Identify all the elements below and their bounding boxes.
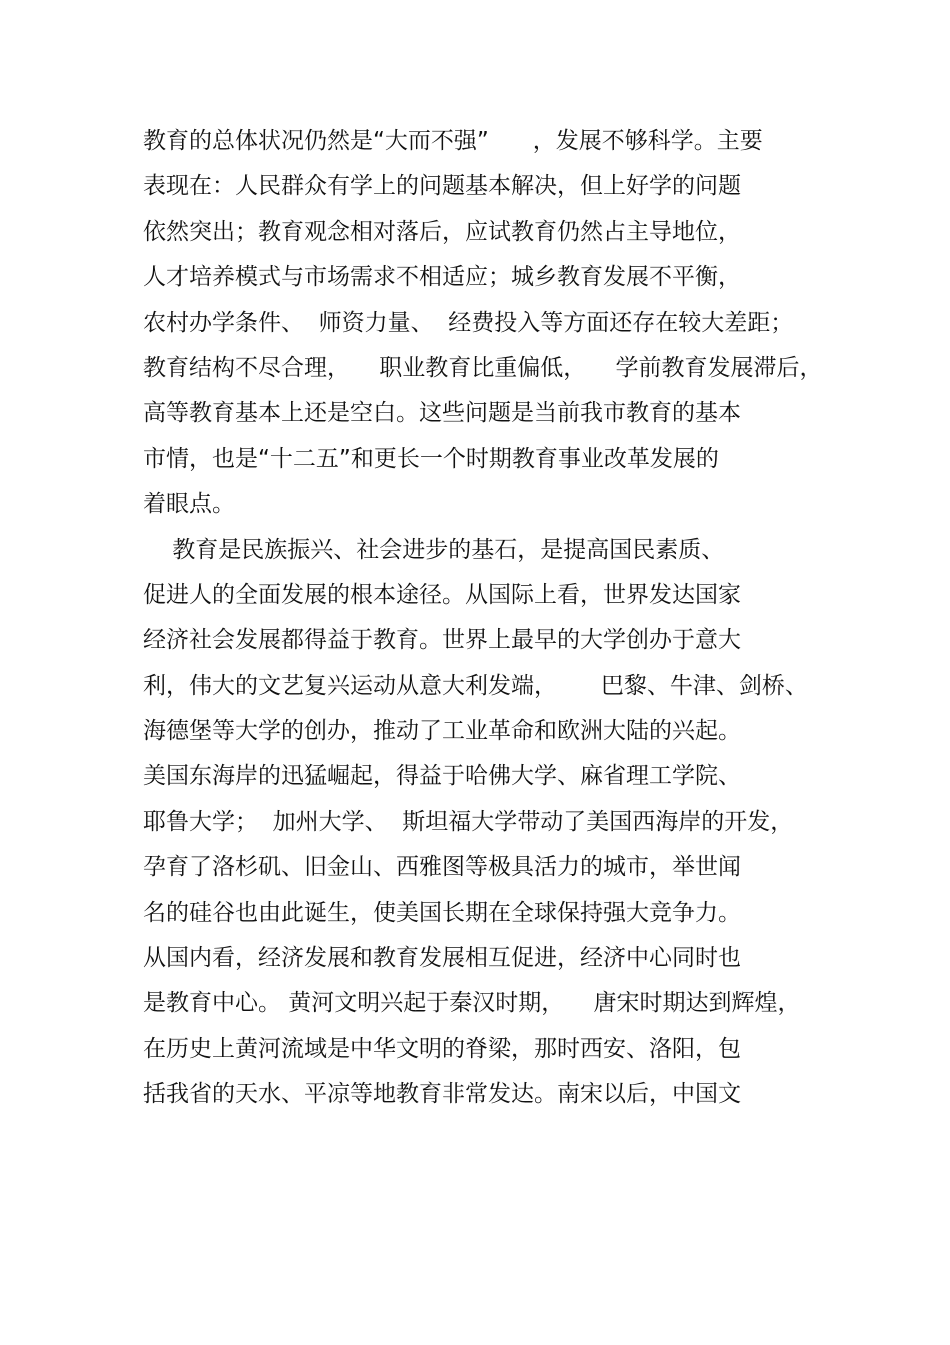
text-line: 海德堡等大学的创办，推动了工业革命和欧洲大陆的兴起。 (143, 718, 741, 745)
text-line: 从国内看，经济发展和教育发展相互促进，经济中心同时也 (143, 945, 741, 972)
text-line: 促进人的全面发展的根本途径。从国际上看，世界发达国家 (143, 581, 741, 608)
text-line: 高等教育基本上还是空白。这些问题是当前我市教育的基本 (143, 400, 741, 427)
text-line: 农村办学条件、 师资力量、 经费投入等方面还存在较大差距； (143, 309, 794, 336)
text-line: 市情，也是“十二五”和更长一个时期教育事业改革发展的 (143, 445, 719, 472)
text-line: 教育结构不尽合理， 职业教育比重偏低， 学前教育发展滞后， (143, 354, 823, 381)
text-line: 利，伟大的文艺复兴运动从意大利发端， 巴黎、牛津、剑桥、 (143, 672, 808, 699)
text-line: 括我省的天水、平凉等地教育非常发达。南宋以后，中国文 (143, 1081, 741, 1108)
text-line: 耶鲁大学； 加州大学、 斯坦福大学带动了美国西海岸的开发， (143, 808, 794, 835)
text-line: 是教育中心。 黄河文明兴起于秦汉时期， 唐宋时期达到辉煌， (143, 990, 801, 1017)
text-line: 教育是民族振兴、社会进步的基石，是提高国民素质、 (143, 536, 725, 563)
text-line: 人才培养模式与市场需求不相适应；城乡教育发展不平衡， (143, 264, 741, 291)
text-line: 依然突出；教育观念相对落后，应试教育仍然占主导地位， (143, 218, 741, 245)
text-line: 教育的总体状况仍然是“大而不强” ，发展不够科学。主要 (143, 128, 763, 154)
body-text (143, 119, 843, 1118)
text-line: 名的硅谷也由此诞生，使美国长期在全球保持强大竞争力。 (143, 899, 741, 926)
text-line: 着眼点。 (143, 491, 235, 518)
text-line: 在历史上黄河流域是中华文明的脊梁，那时西安、洛阳，包 (143, 1035, 741, 1062)
text-line: 表现在：人民群众有学上的问题基本解决，但上好学的问题 (143, 173, 741, 200)
text-line: 美国东海岸的迅猛崛起，得益于哈佛大学、麻省理工学院、 (143, 763, 741, 790)
text-line: 孕育了洛杉矶、旧金山、西雅图等极具活力的城市，举世闻 (143, 854, 741, 881)
text-line: 经济社会发展都得益于教育。世界上最早的大学创办于意大 (143, 627, 741, 654)
